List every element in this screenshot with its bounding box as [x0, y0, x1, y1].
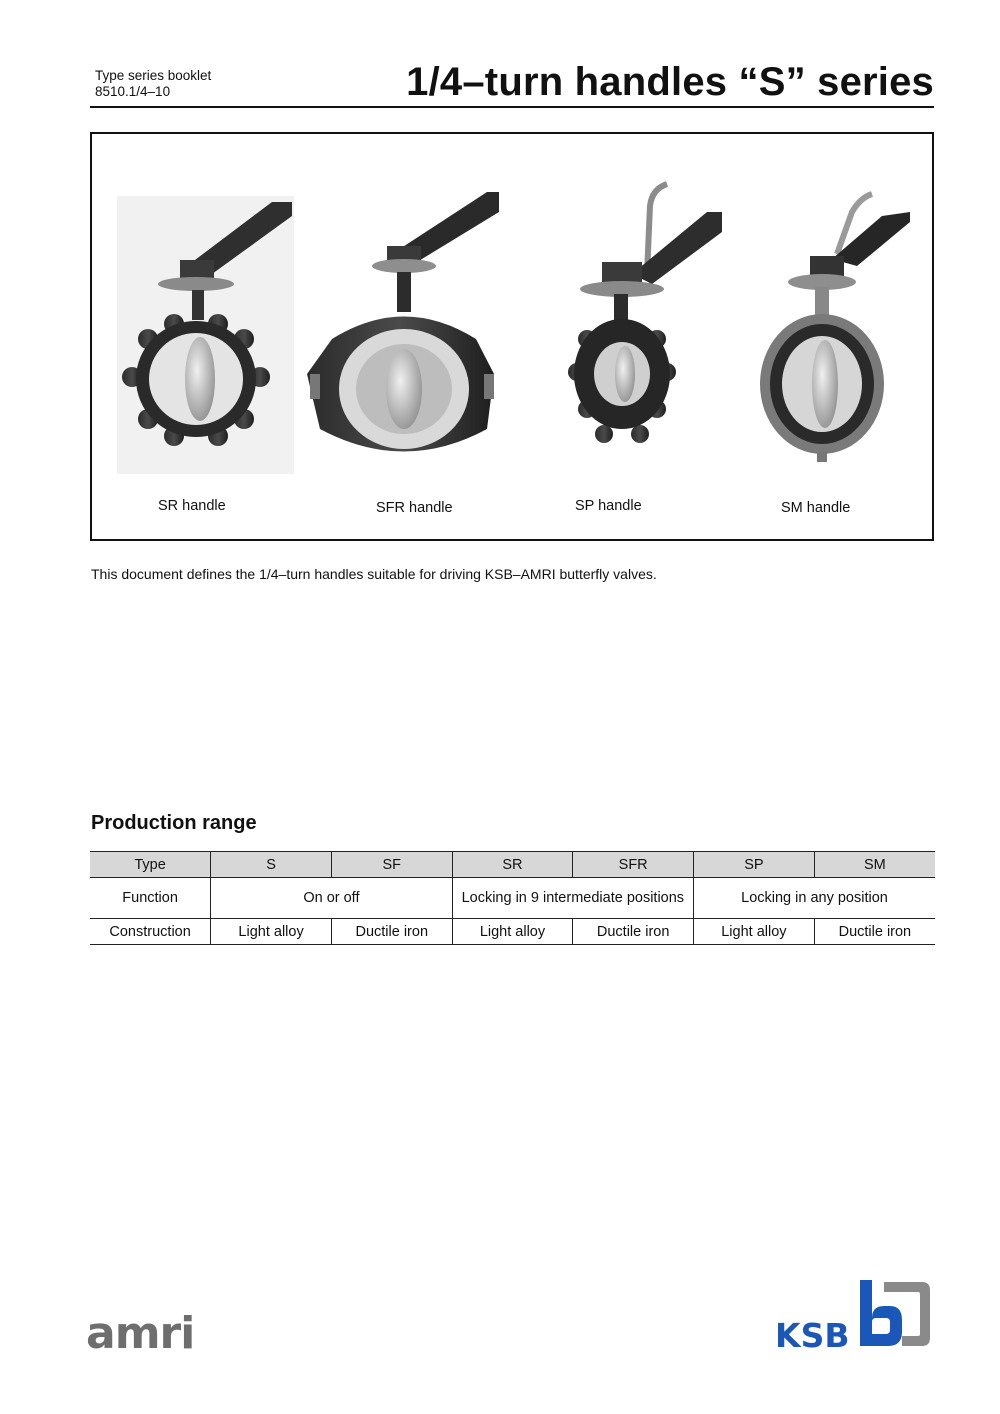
- sfr-valve-image: [307, 192, 499, 452]
- cell-construction-sf: Ductile iron: [331, 919, 452, 945]
- page-title: 1/4–turn handles “S” series: [406, 60, 934, 104]
- table-row-construction: [90, 919, 935, 945]
- cell-locking-any: Locking in any position: [694, 878, 935, 919]
- sr-valve-image: [117, 196, 294, 474]
- col-type: Type: [90, 852, 211, 878]
- amri-logo: amri: [86, 1308, 195, 1359]
- col-sf: SF: [331, 852, 452, 878]
- col-sm: SM: [814, 852, 935, 878]
- table-row-function: [90, 878, 935, 919]
- intro-text: This document defines the 1/4–turn handles suitable for driving KSB–AMRI butterfly valves.: [91, 566, 657, 582]
- sm-valve-image: [760, 194, 910, 462]
- sp-caption: SP handle: [575, 498, 642, 514]
- sfr-caption: SFR handle: [376, 500, 453, 516]
- cell-construction-sp: Light alloy: [694, 919, 815, 945]
- sp-valve-image: [568, 184, 722, 443]
- header-rule: [90, 106, 934, 108]
- sm-caption: SM handle: [781, 500, 851, 516]
- col-sr: SR: [452, 852, 573, 878]
- cell-construction-sfr: Ductile iron: [573, 919, 694, 945]
- col-sfr: SFR: [573, 852, 694, 878]
- table-header-row: [90, 852, 935, 878]
- cell-construction-sr: Light alloy: [452, 919, 573, 945]
- row-label-construction: Construction: [90, 919, 211, 945]
- booklet-number: 8510.1/4–10: [95, 84, 171, 99]
- ksb-logo-mark: [856, 1278, 934, 1350]
- product-figure: [90, 132, 934, 541]
- col-s: S: [211, 852, 332, 878]
- row-label-function: Function: [90, 878, 211, 919]
- col-sp: SP: [694, 852, 815, 878]
- cell-on-off: On or off: [211, 878, 452, 919]
- booklet-info: [95, 68, 211, 100]
- booklet-label: Type series booklet: [95, 68, 212, 83]
- sr-caption: SR handle: [158, 498, 226, 514]
- cell-locking-9: Locking in 9 intermediate positions: [452, 878, 693, 919]
- ksb-logo-text: KSB: [775, 1316, 850, 1355]
- production-range-heading: Production range: [91, 812, 257, 834]
- cell-construction-sm: Ductile iron: [814, 919, 935, 945]
- production-range-table: [90, 851, 935, 945]
- cell-construction-s: Light alloy: [211, 919, 332, 945]
